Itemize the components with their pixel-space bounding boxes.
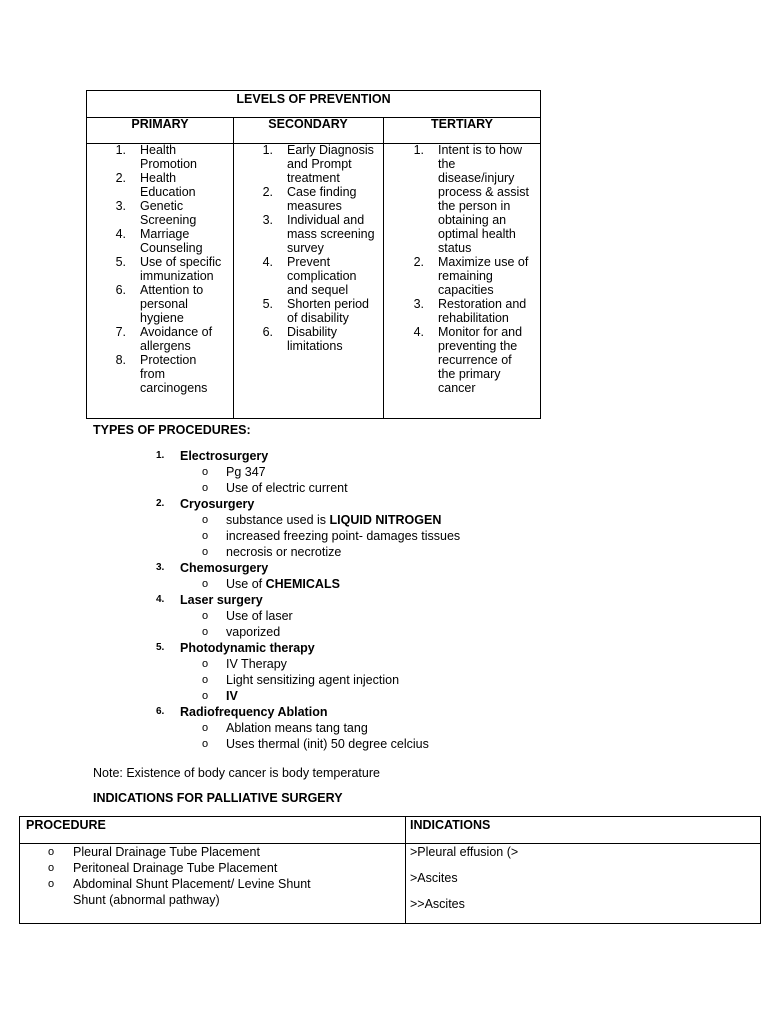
procedure-detail — [156, 688, 576, 704]
list-item — [112, 143, 230, 171]
item-text-line: immunization — [140, 269, 214, 283]
procedure-item — [156, 704, 576, 752]
note-text: Note: Existence of body cancer is body temperature — [93, 766, 380, 780]
procedure-name: Cryosurgery — [180, 497, 255, 511]
item-text-line: limitations — [287, 339, 343, 353]
item-number: 4. — [413, 325, 424, 339]
header-primary: PRIMARY — [131, 117, 189, 131]
procedure-detail-text — [226, 576, 576, 592]
header-procedure: PROCEDURE — [26, 818, 106, 832]
bullet-icon: o — [48, 846, 55, 858]
item-text — [140, 255, 230, 283]
item-text-line: optimal health — [438, 227, 516, 241]
procedure-detail-text — [226, 688, 576, 704]
bullet-icon: o — [202, 722, 209, 734]
procedure-detail — [156, 736, 576, 752]
table-title-row — [87, 91, 540, 118]
item-text-line: allergens — [140, 339, 191, 353]
palliative-procedures-list — [48, 844, 398, 908]
detail-plain-text: Use of — [226, 577, 266, 591]
item-text-line: rehabilitation — [438, 311, 509, 325]
procedure-text: Pleural Drainage Tube Placement — [73, 845, 260, 859]
item-text-line: Intent is to how — [438, 143, 523, 157]
item-text-line: obtaining an — [438, 213, 507, 227]
detail-plain-text: Pg 347 — [226, 465, 266, 479]
list-item — [112, 199, 230, 227]
item-number: 5. — [262, 297, 273, 311]
item-text — [140, 171, 230, 199]
item-text-line: mass screening — [287, 227, 375, 241]
column-divider — [383, 117, 384, 418]
column-divider — [405, 817, 406, 923]
bullet-icon: o — [48, 878, 55, 890]
item-text-line: Individual and — [287, 213, 365, 227]
item-text-line: Shorten period — [287, 297, 370, 311]
item-number: 5. — [115, 255, 126, 269]
item-text-line: survey — [287, 241, 324, 255]
item-text — [287, 325, 381, 353]
procedure-text: Abdominal Shunt Placement/ Levine Shunt — [73, 877, 311, 891]
procedure-continuation — [48, 892, 398, 908]
numbered-list — [410, 143, 540, 395]
bullet-icon: o — [48, 862, 55, 874]
procedure-item — [156, 496, 576, 560]
procedure-name: Electrosurgery — [180, 449, 269, 463]
list-item — [259, 143, 381, 185]
procedure-detail — [156, 656, 576, 672]
table-title: LEVELS OF PREVENTION — [236, 92, 391, 106]
item-text-line: Promotion — [140, 157, 197, 171]
indication-item: >>Ascites — [410, 897, 465, 911]
item-text-line: the primary — [438, 367, 501, 381]
indication-item: >Pleural effusion (> — [410, 845, 519, 859]
item-text-line: Disability — [287, 325, 338, 339]
palliative-indications-list — [410, 845, 518, 911]
procedure-detail — [156, 608, 576, 624]
procedure-number: 1. — [156, 450, 165, 461]
item-text-line: Health — [140, 143, 177, 157]
item-text-line: measures — [287, 199, 342, 213]
column-divider — [233, 117, 234, 418]
procedure-detail-text — [226, 608, 576, 624]
procedure-name: Photodynamic therapy — [180, 641, 315, 655]
detail-plain-text: IV Therapy — [226, 657, 287, 671]
procedure-number: 4. — [156, 594, 165, 605]
item-number: 2. — [262, 185, 273, 199]
procedure-list-item — [48, 844, 398, 860]
item-text — [438, 297, 540, 325]
header-secondary: SECONDARY — [268, 117, 348, 131]
bullet-icon: o — [202, 466, 209, 478]
levels-of-prevention-table — [86, 90, 541, 419]
item-text-line: and sequel — [287, 283, 349, 297]
item-number: 1. — [262, 143, 273, 157]
procedure-detail — [156, 624, 576, 640]
bullet-icon: o — [202, 610, 209, 622]
list-item — [259, 255, 381, 297]
item-text-line: status — [438, 241, 472, 255]
procedure-number: 6. — [156, 706, 165, 717]
item-text-line: Case finding — [287, 185, 357, 199]
procedure-detail-text — [226, 464, 576, 480]
detail-plain-text: necrosis or necrotize — [226, 545, 342, 559]
item-text-line: Screening — [140, 213, 197, 227]
item-text-line: remaining — [438, 269, 493, 283]
procedure-detail — [156, 512, 576, 528]
item-number: 4. — [115, 227, 126, 241]
procedure-detail — [156, 576, 576, 592]
item-text — [287, 297, 381, 325]
item-text-line: Monitor for and — [438, 325, 523, 339]
procedure-name: Laser surgery — [180, 593, 263, 607]
bullet-icon: o — [202, 738, 209, 750]
procedure-detail-text — [226, 672, 576, 688]
numbered-list — [112, 143, 230, 395]
indication-item: >Ascites — [410, 871, 458, 885]
procedure-list-item — [48, 876, 398, 892]
item-text-line: Use of specific — [140, 255, 222, 269]
bullet-icon: o — [202, 658, 209, 670]
procedure-item — [156, 592, 576, 640]
item-number: 1. — [115, 143, 126, 157]
detail-plain-text: Use of electric current — [226, 481, 348, 495]
procedure-detail — [156, 480, 576, 496]
header-indications: INDICATIONS — [410, 818, 491, 832]
item-text-line: Avoidance of — [140, 325, 213, 339]
item-text-line: carcinogens — [140, 381, 208, 395]
table-header-row — [87, 117, 540, 144]
bullet-icon: o — [202, 626, 209, 638]
item-number: 8. — [115, 353, 126, 367]
item-text — [438, 143, 540, 255]
detail-bold-text: IV — [226, 689, 238, 703]
procedure-detail — [156, 544, 576, 560]
item-text — [287, 213, 381, 255]
detail-plain-text: increased freezing point- damages tissues — [226, 529, 461, 543]
item-number: 6. — [262, 325, 273, 339]
procedure-list-item — [48, 860, 398, 876]
procedure-detail-text — [226, 512, 576, 528]
detail-plain-text: Ablation means tang tang — [226, 721, 368, 735]
list-item — [259, 185, 381, 213]
procedure-detail — [156, 720, 576, 736]
item-number: 6. — [115, 283, 126, 297]
list-item — [259, 297, 381, 325]
item-number: 3. — [413, 297, 424, 311]
item-text-line: and Prompt — [287, 157, 352, 171]
item-text-line: capacities — [438, 283, 494, 297]
list-item — [112, 255, 230, 283]
procedure-detail — [156, 672, 576, 688]
bullet-icon: o — [202, 546, 209, 558]
item-text-line: Prevent — [287, 255, 331, 269]
procedure-detail-text — [226, 656, 576, 672]
item-text — [140, 227, 230, 255]
detail-bold-text: CHEMICALS — [265, 577, 340, 591]
item-text-line: recurrence of — [438, 353, 512, 367]
item-text — [140, 283, 230, 325]
procedure-number: 2. — [156, 498, 165, 509]
item-number: 7. — [115, 325, 126, 339]
item-number: 3. — [115, 199, 126, 213]
procedure-detail-text — [226, 720, 576, 736]
item-text — [287, 255, 381, 297]
item-text-line: the person in — [438, 199, 511, 213]
procedure-item — [156, 640, 576, 704]
item-number: 2. — [413, 255, 424, 269]
list-item — [410, 143, 540, 255]
item-text-line: hygiene — [140, 311, 184, 325]
header-tertiary: TERTIARY — [430, 117, 494, 131]
palliative-heading: INDICATIONS FOR PALLIATIVE SURGERY — [93, 791, 343, 805]
item-text-line: Marriage — [140, 227, 190, 241]
list-item — [410, 255, 540, 297]
procedure-detail-text — [226, 736, 576, 752]
list-item — [410, 325, 540, 395]
list-item — [112, 283, 230, 325]
item-number: 1. — [413, 143, 424, 157]
list-item — [112, 353, 230, 395]
item-text-line: the — [438, 157, 456, 171]
types-of-procedures-heading: TYPES OF PROCEDURES: — [93, 423, 251, 437]
detail-plain-text: vaporized — [226, 625, 281, 639]
item-text-line: disease/injury — [438, 171, 515, 185]
item-text — [438, 325, 540, 395]
procedure-detail-text — [226, 624, 576, 640]
list-item — [112, 171, 230, 199]
procedure-text: Peritoneal Drainage Tube Placement — [73, 861, 278, 875]
item-text — [140, 353, 230, 395]
bullet-icon: o — [202, 674, 209, 686]
list-item — [112, 325, 230, 353]
list-item — [259, 325, 381, 353]
procedure-detail — [156, 464, 576, 480]
procedures-list — [156, 448, 576, 752]
item-number: 3. — [262, 213, 273, 227]
item-text-line: Attention to — [140, 283, 204, 297]
item-text-line: cancer — [438, 381, 476, 395]
detail-plain-text: substance used is — [226, 513, 330, 527]
procedure-name: Radiofrequency Ablation — [180, 705, 328, 719]
item-text-line: complication — [287, 269, 357, 283]
item-text-line: Education — [140, 185, 196, 199]
item-text-line: Early Diagnosis — [287, 143, 374, 157]
procedure-detail-text — [226, 528, 576, 544]
detail-plain-text: Light sensitizing agent injection — [226, 673, 400, 687]
item-text-line: treatment — [287, 171, 340, 185]
item-text-line: from — [140, 367, 165, 381]
palliative-surgery-table — [19, 816, 761, 924]
procedure-detail-text — [226, 480, 576, 496]
item-text-line: process & assist — [438, 185, 530, 199]
bullet-icon: o — [202, 482, 209, 494]
procedure-item — [156, 448, 576, 496]
item-text — [140, 199, 230, 227]
procedure-item — [156, 560, 576, 592]
list-item — [410, 297, 540, 325]
tertiary-column — [410, 143, 540, 395]
item-text — [438, 255, 540, 297]
item-text-line: Maximize use of — [438, 255, 529, 269]
item-text-line: personal — [140, 297, 188, 311]
item-text — [287, 185, 381, 213]
procedure-name: Chemosurgery — [180, 561, 269, 575]
bullet-icon: o — [202, 514, 209, 526]
item-text-line: of disability — [287, 311, 349, 325]
item-text — [140, 325, 230, 353]
item-text-line: preventing the — [438, 339, 518, 353]
primary-column — [112, 143, 230, 395]
procedure-continuation-text: Shunt (abnormal pathway) — [73, 893, 220, 907]
item-text — [287, 143, 381, 185]
item-text-line: Genetic — [140, 199, 184, 213]
item-text-line: Restoration and — [438, 297, 527, 311]
item-number: 2. — [115, 171, 126, 185]
item-text-line: Counseling — [140, 241, 203, 255]
item-text-line: Health — [140, 171, 177, 185]
bullet-icon: o — [202, 690, 209, 702]
bullet-icon: o — [202, 530, 209, 542]
list-item — [112, 227, 230, 255]
item-text — [140, 143, 230, 171]
secondary-column — [259, 143, 381, 353]
procedure-detail-text — [226, 544, 576, 560]
list-item — [259, 213, 381, 255]
procedure-detail — [156, 528, 576, 544]
bullet-icon: o — [202, 578, 209, 590]
item-text-line: Protection — [140, 353, 197, 367]
item-number: 4. — [262, 255, 273, 269]
detail-plain-text: Use of laser — [226, 609, 293, 623]
detail-plain-text: Uses thermal (init) 50 degree celcius — [226, 737, 429, 751]
numbered-list — [259, 143, 381, 353]
procedure-number: 3. — [156, 562, 165, 573]
detail-bold-text: LIQUID NITROGEN — [329, 513, 442, 527]
procedure-number: 5. — [156, 642, 165, 653]
